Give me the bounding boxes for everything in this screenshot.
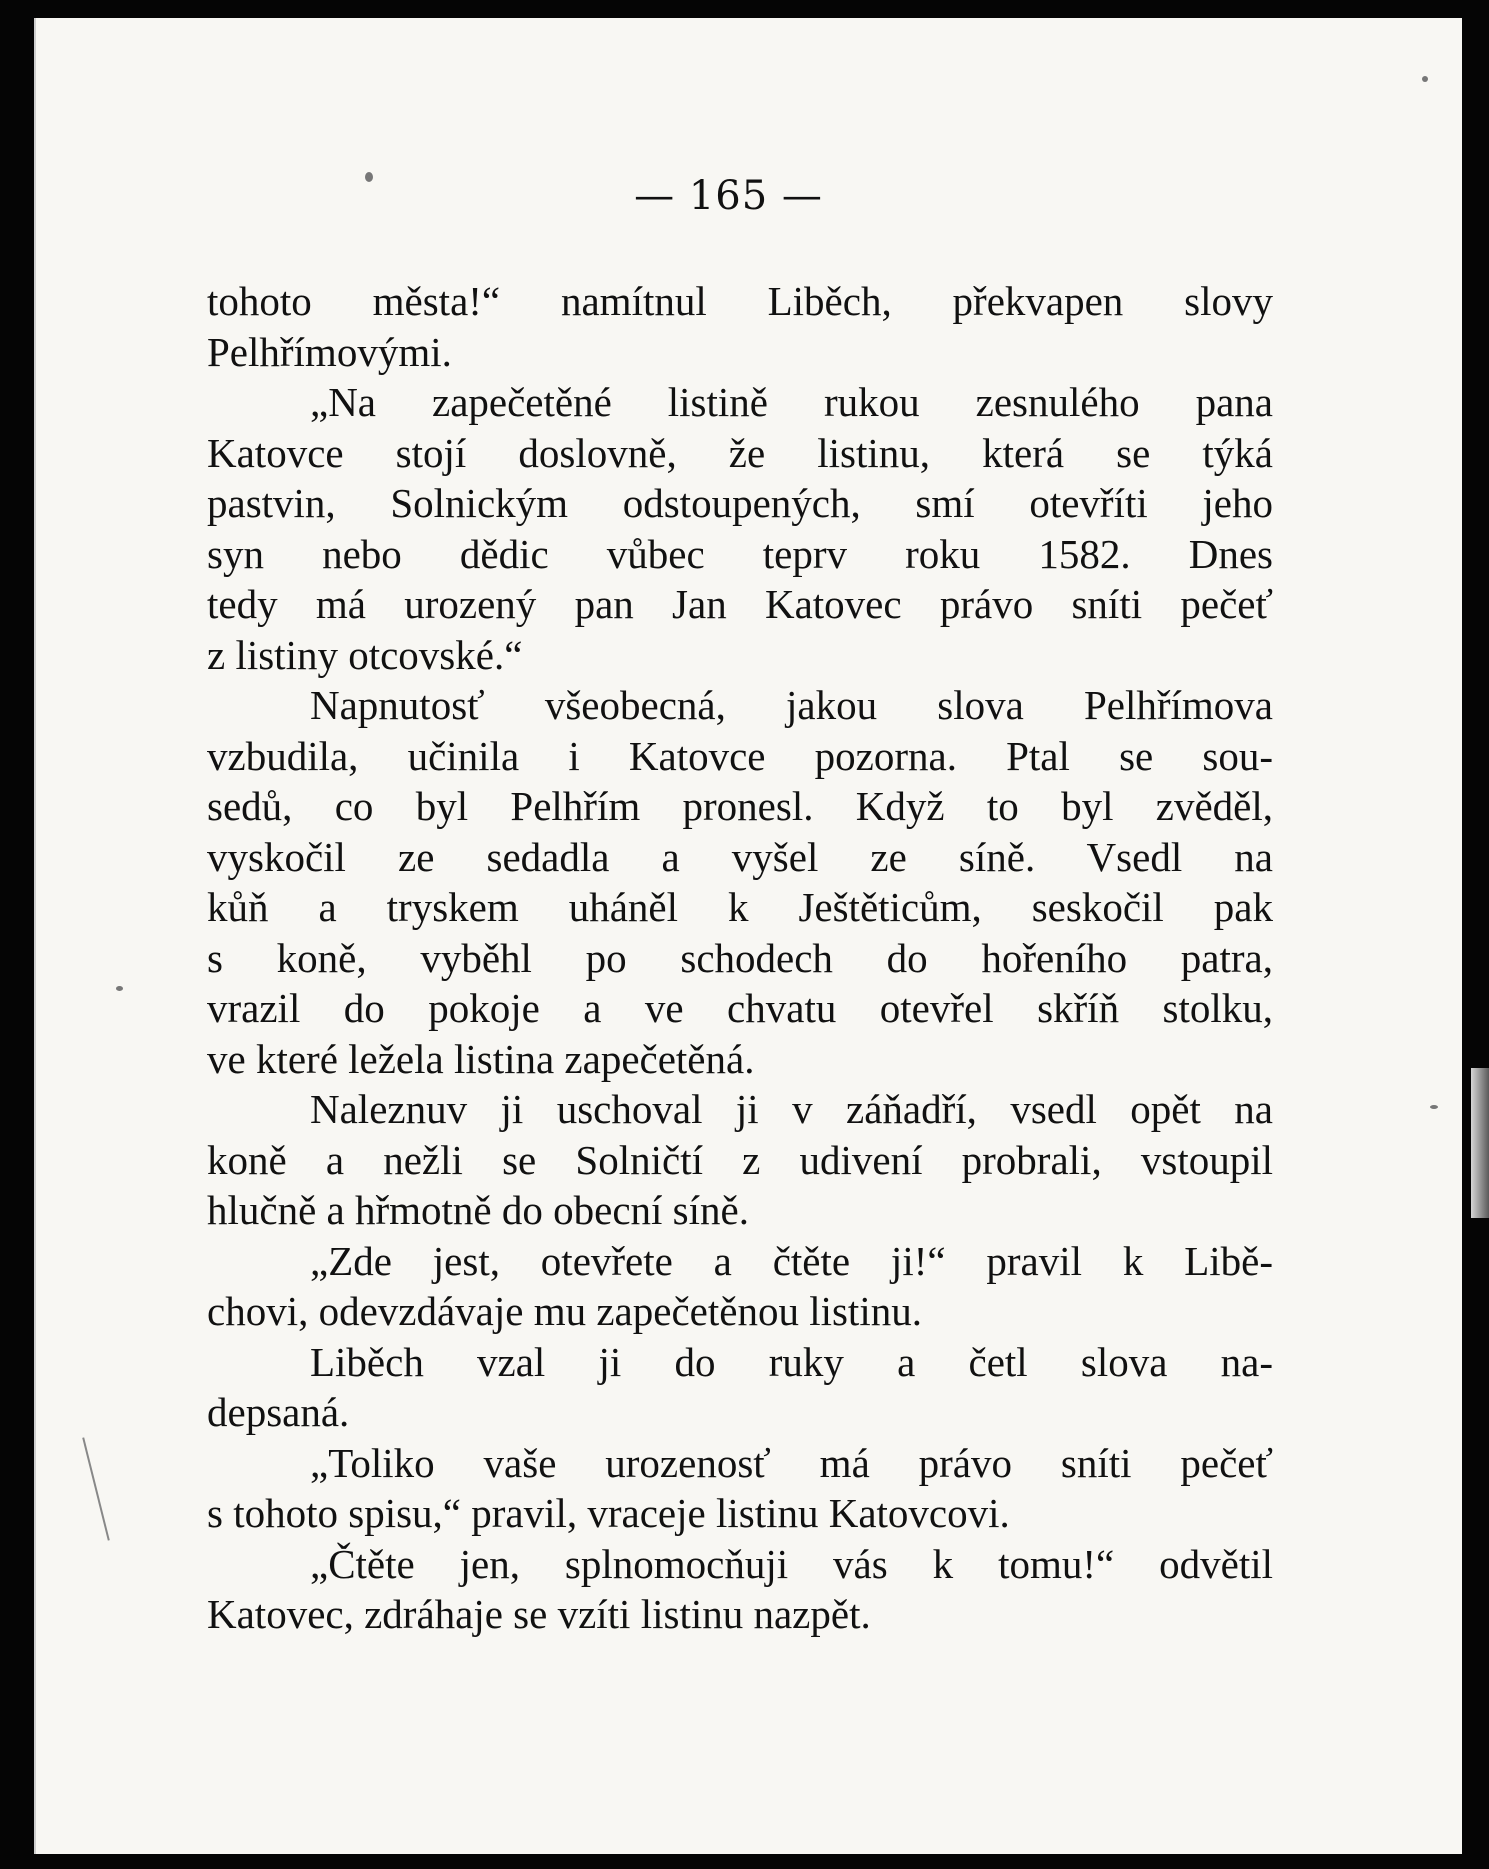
book-page (34, 18, 1462, 1854)
text-line: Katovec, zdráhaje se vzíti listinu nazpět. (207, 1591, 871, 1637)
text-line: „Toliko vaše urozenosť má právo sníti pečeť (310, 1439, 1273, 1486)
text-line: s koně, vyběhl po schodech do hořeního patra, (207, 934, 1273, 981)
body-text (207, 276, 1273, 1640)
text-line: „Čtěte jen, splnomocňuji vás k tomu!“ odvětil (310, 1540, 1273, 1587)
text-line: „Na zapečetěné listině rukou zesnulého pana (310, 379, 1273, 425)
text-line: koně a nežli se Solničtí z udivení probrali, vstoupil (207, 1136, 1273, 1183)
text-line: pastvin, Solnickým odstoupených, smí otevříti jeho (207, 480, 1273, 526)
text-line: Naleznuv ji uschoval ji v záňadří, vsedl opět na (310, 1086, 1273, 1132)
scan-speck (365, 172, 373, 182)
scan-mark (82, 1437, 110, 1540)
text-line: Napnutosť všeobecná, jakou slova Pelhřímova (310, 682, 1273, 728)
text-line: depsaná. (207, 1389, 350, 1435)
text-line: syn nebo dědic vůbec teprv roku 1582. Dnes (207, 530, 1273, 577)
text-line: hlučně a hřmotně do obecní síně. (207, 1187, 749, 1233)
text-line: Pelhřímovými. (207, 328, 452, 375)
text-line: vyskočil ze sedadla a vyšel ze síně. Vsedl na (207, 833, 1273, 880)
text-line: vrazil do pokoje a ve chvatu otevřel skříň stolku, (207, 985, 1273, 1031)
page-number: — 165 — (634, 173, 823, 219)
text-line: Katovce stojí doslovně, že listinu, která se týká (207, 429, 1273, 476)
text-line: tohoto města!“ namítnul Liběch, překvapen slovy (207, 278, 1273, 324)
text-line: s tohoto spisu,“ pravil, vraceje listinu Katovcovi. (207, 1490, 1010, 1536)
scan-speck (1422, 76, 1428, 82)
scan-speck (116, 986, 123, 991)
text-line: chovi, odevzdávaje mu zapečetěnou listinu. (207, 1288, 922, 1334)
text-line: ve které ležela listina zapečetěná. (207, 1035, 755, 1082)
text-line: sedů, co byl Pelhřím pronesl. Když to byl zvěděl, (207, 783, 1273, 829)
text-line: tedy má urozený pan Jan Katovec právo sníti pečeť (207, 581, 1273, 627)
text-line: Liběch vzal ji do ruky a četl slova na- (310, 1338, 1273, 1385)
text-line: vzbudila, učinila i Katovce pozorna. Ptal se sou- (207, 732, 1273, 779)
scan-edge-shadow (1471, 1068, 1489, 1218)
scan-speck (1430, 1105, 1438, 1109)
text-line: „Zde jest, otevřete a čtěte ji!“ pravil k Libě- (310, 1237, 1273, 1284)
text-line: kůň a tryskem uháněl k Ještěticům, seskočil pak (207, 884, 1273, 930)
text-line: z listiny otcovské.“ (207, 631, 523, 678)
